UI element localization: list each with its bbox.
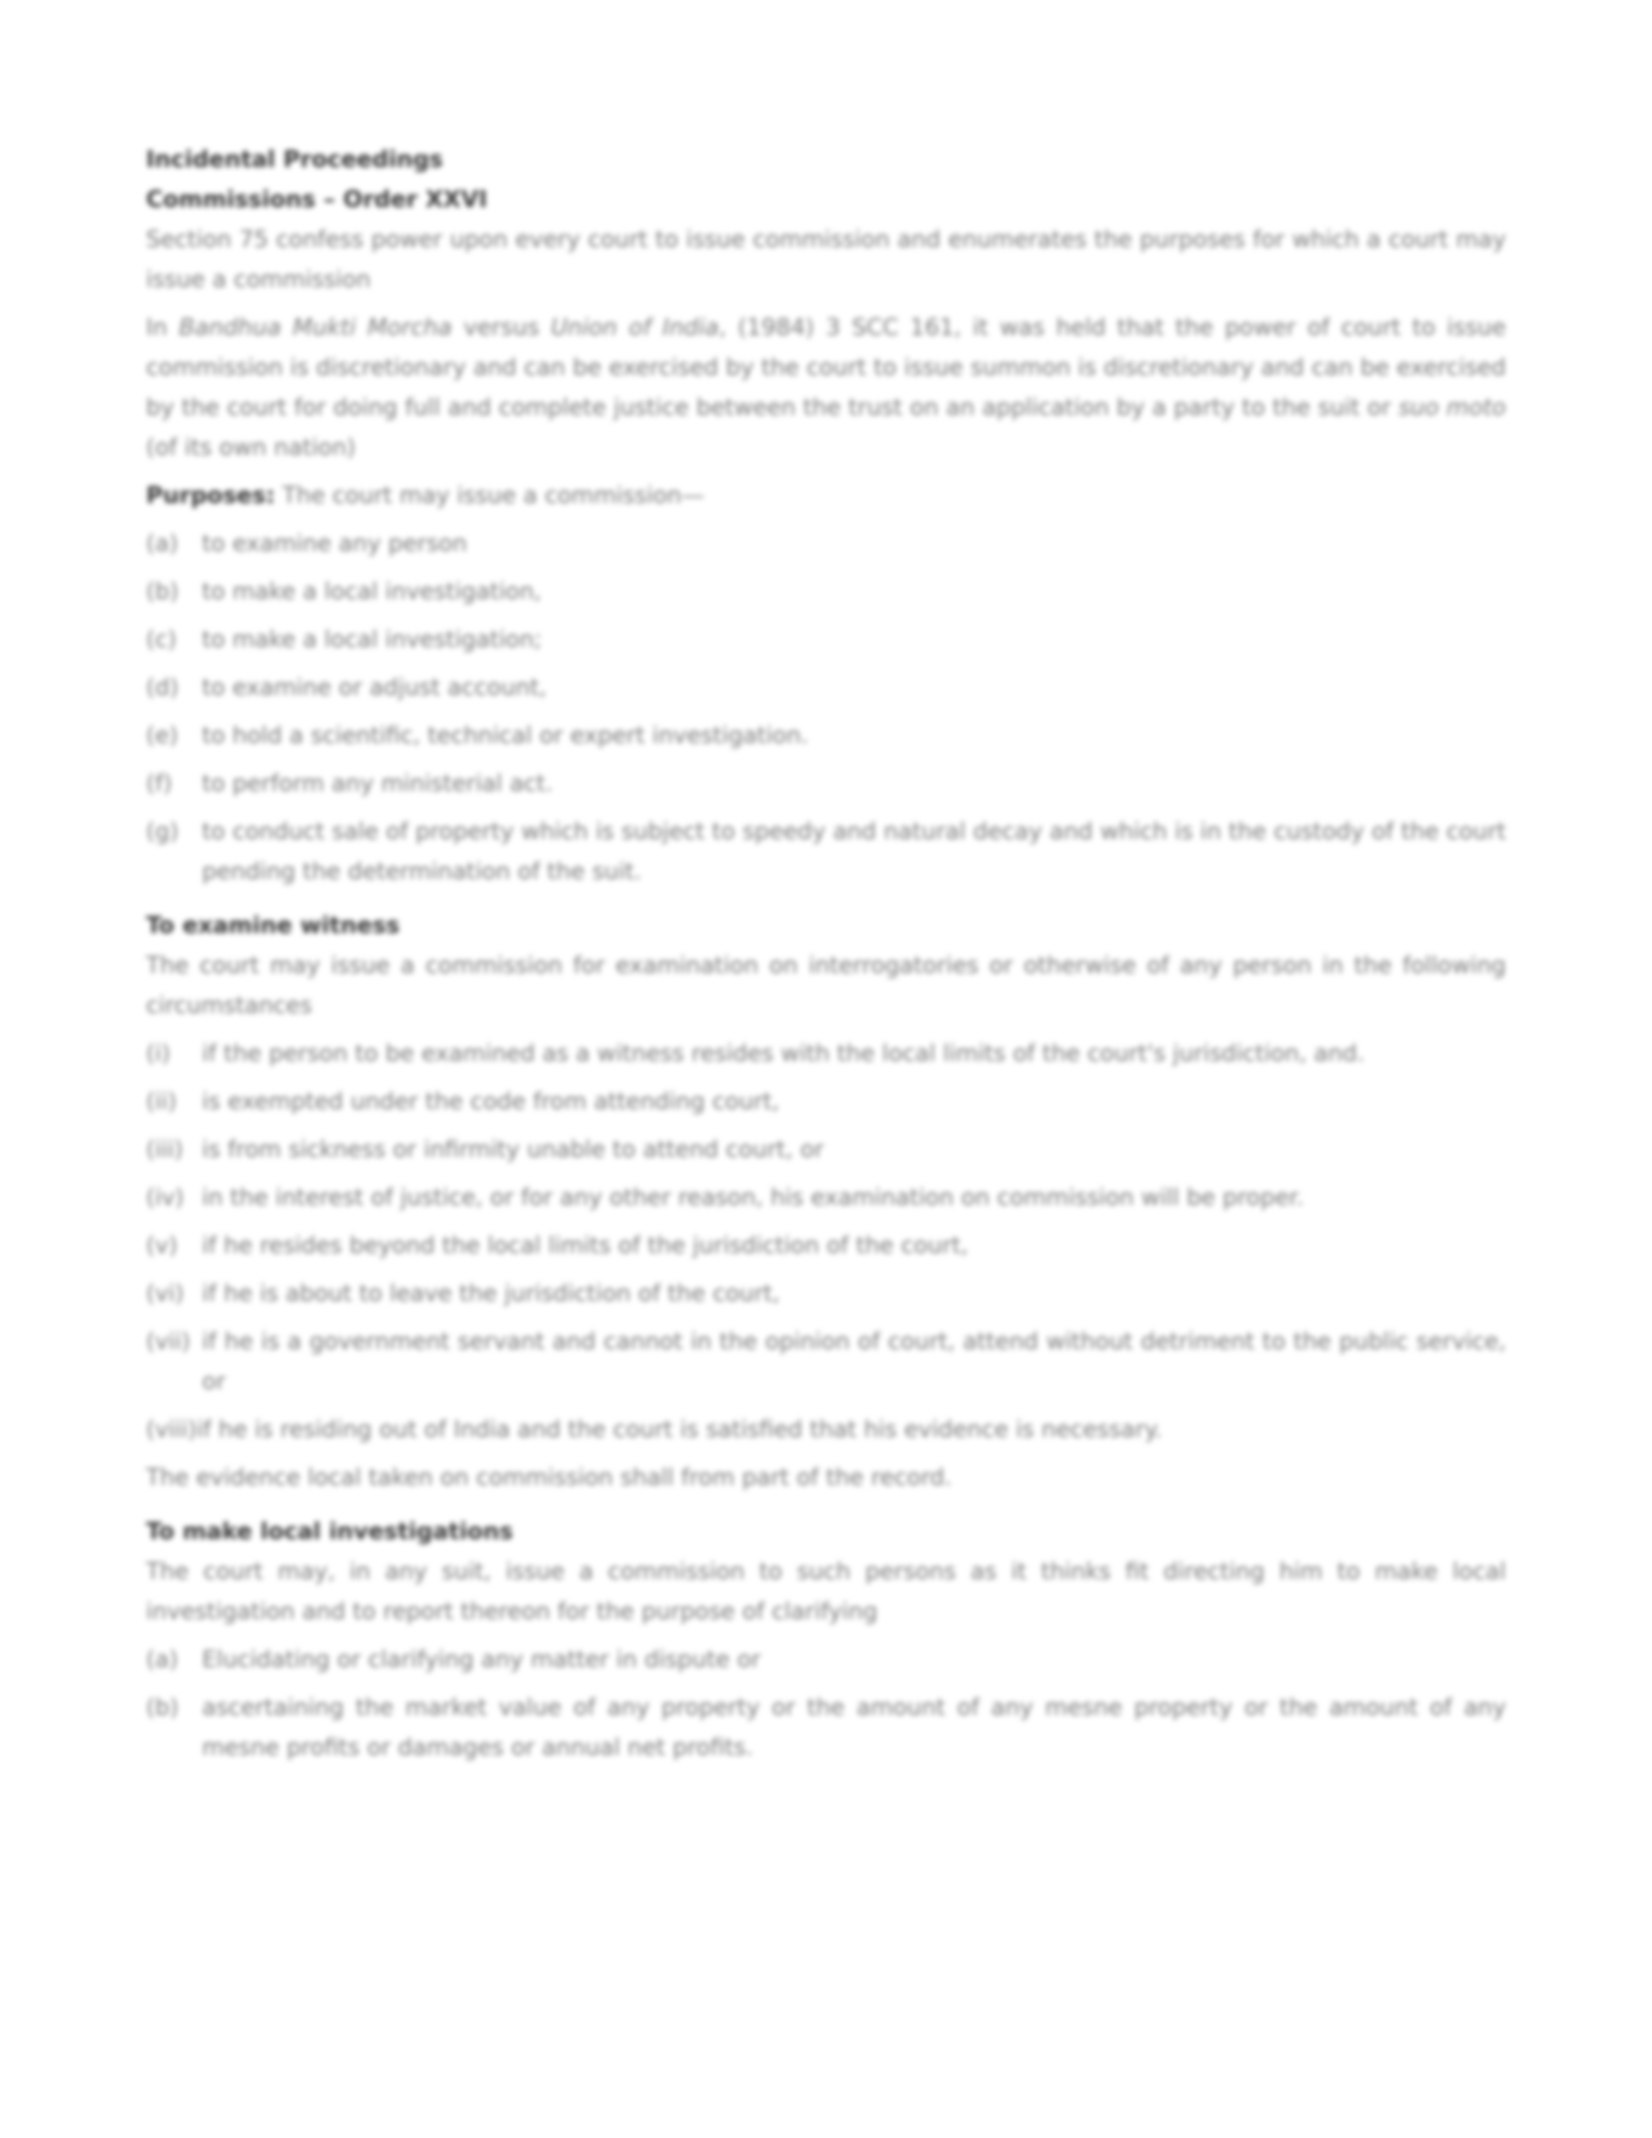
list-item xyxy=(146,1082,1506,1122)
list-marker: (a) xyxy=(146,531,179,557)
paragraph-section-75: Section 75 confess power upon every court to issue commission and enumerates the purposes for which a court may issue a commission xyxy=(146,227,1506,293)
list-text: is exempted under the code from attending court, xyxy=(202,1089,780,1115)
list-marker: (g) xyxy=(146,819,179,845)
case-party: Union of India xyxy=(550,315,719,341)
list-marker: (b) xyxy=(146,1695,179,1721)
list-item xyxy=(146,1130,1506,1170)
local-list xyxy=(146,1640,1506,1768)
case-name: Bandhua Mukti Morcha xyxy=(178,315,453,341)
list-marker: (b) xyxy=(146,579,179,605)
list-item xyxy=(146,668,1506,708)
paragraph-witness: The court may issue a commission for examination on interrogatories or otherwise of any person in the following circumstances xyxy=(146,953,1506,1019)
purposes-text: The court may issue a commission— xyxy=(275,483,705,509)
list-text: if the person to be examined as a witness resides with the local limits of the court's jurisdiction, and. xyxy=(202,1041,1365,1067)
list-marker: (ii) xyxy=(146,1089,177,1115)
paragraph-purposes xyxy=(146,476,1506,516)
case-text-post: , (1984) 3 SCC 161, it was held that the power of court to issue commission is discretionary and can be exercised by the court to issue summon is discretionary and can be exercised by the court for doing full and complete justice between the trust on an application by a party to the suit or xyxy=(146,315,1507,421)
list-text: to examine any person xyxy=(202,531,468,557)
paragraph-viii: (viii)if he is residing out of India and the court is satisfied that his evidence is necessary. xyxy=(146,1417,1163,1443)
paragraph-evidence: The evidence local taken on commission shall from part of the record. xyxy=(146,1465,952,1491)
list-item xyxy=(146,812,1506,892)
paragraph-local: The court may, in any suit, issue a commission to such persons as it thinks fit directing him to make local investigation and to report thereon for the purpose of clarifying xyxy=(146,1559,1506,1625)
list-text: to make a local investigation, xyxy=(202,579,542,605)
list-text: if he is about to leave the jurisdiction of the court, xyxy=(202,1281,780,1307)
list-marker: (f) xyxy=(146,771,173,797)
list-marker: (vii) xyxy=(146,1329,191,1355)
list-marker: (i) xyxy=(146,1041,171,1067)
list-text: to conduct sale of property which is subject to speedy and natural decay and which is in the custody of the court pending the determination of the suit. xyxy=(202,819,1506,885)
list-text: to make a local investigation; xyxy=(202,627,542,653)
document-page xyxy=(146,140,1506,1776)
list-item xyxy=(146,1034,1506,1074)
list-marker: (vi) xyxy=(146,1281,184,1307)
list-item xyxy=(146,1226,1506,1266)
heading-examine-witness: To examine witness xyxy=(146,913,400,939)
case-text-end: (of its own nation) xyxy=(146,435,356,461)
list-item xyxy=(146,764,1506,804)
list-text: is from sickness or infirmity unable to attend court, or xyxy=(202,1137,824,1163)
list-item xyxy=(146,1274,1506,1314)
list-marker: (a) xyxy=(146,1647,179,1673)
list-marker: (d) xyxy=(146,675,179,701)
list-text: to perform any ministerial act. xyxy=(202,771,553,797)
list-marker: (c) xyxy=(146,627,177,653)
list-item xyxy=(146,524,1506,564)
case-text-pre: In xyxy=(146,315,179,341)
heading-local-investigations: To make local investigations xyxy=(146,1519,514,1545)
witness-list xyxy=(146,1034,1506,1402)
list-item xyxy=(146,572,1506,612)
list-marker: (e) xyxy=(146,723,179,749)
heading-incidental-proceedings: Incidental Proceedings xyxy=(146,147,444,173)
purposes-label: Purposes: xyxy=(146,483,276,509)
list-marker: (iii) xyxy=(146,1137,184,1163)
list-text: if he resides beyond the local limits of the jurisdiction of the court, xyxy=(202,1233,969,1259)
list-item xyxy=(146,1688,1506,1768)
list-text: to hold a scientific, technical or expert investigation. xyxy=(202,723,809,749)
list-item xyxy=(146,1640,1506,1680)
suo-moto: suo moto xyxy=(1398,395,1506,421)
list-item xyxy=(146,1178,1506,1218)
list-item xyxy=(146,1322,1506,1402)
list-text: if he is a government servant and cannot in the opinion of court, attend without detriment to the public service, or xyxy=(202,1329,1506,1395)
list-item xyxy=(146,620,1506,660)
purposes-list xyxy=(146,524,1506,892)
list-text: to examine or adjust account, xyxy=(202,675,547,701)
list-item xyxy=(146,716,1506,756)
list-text: in the interest of justice, or for any other reason, his examination on commission will be proper. xyxy=(202,1185,1304,1211)
heading-commissions: Commissions – Order XXVI xyxy=(146,187,488,213)
list-marker: (iv) xyxy=(146,1185,184,1211)
case-text-mid: versus xyxy=(452,315,551,341)
list-marker: (v) xyxy=(146,1233,178,1259)
list-text: Elucidating or clarifying any matter in dispute or xyxy=(202,1647,761,1673)
list-text: ascertaining the market value of any property or the amount of any mesne property or the amount of any mesne profits or damages or annual net profits. xyxy=(202,1695,1506,1761)
paragraph-case-citation xyxy=(146,308,1506,468)
